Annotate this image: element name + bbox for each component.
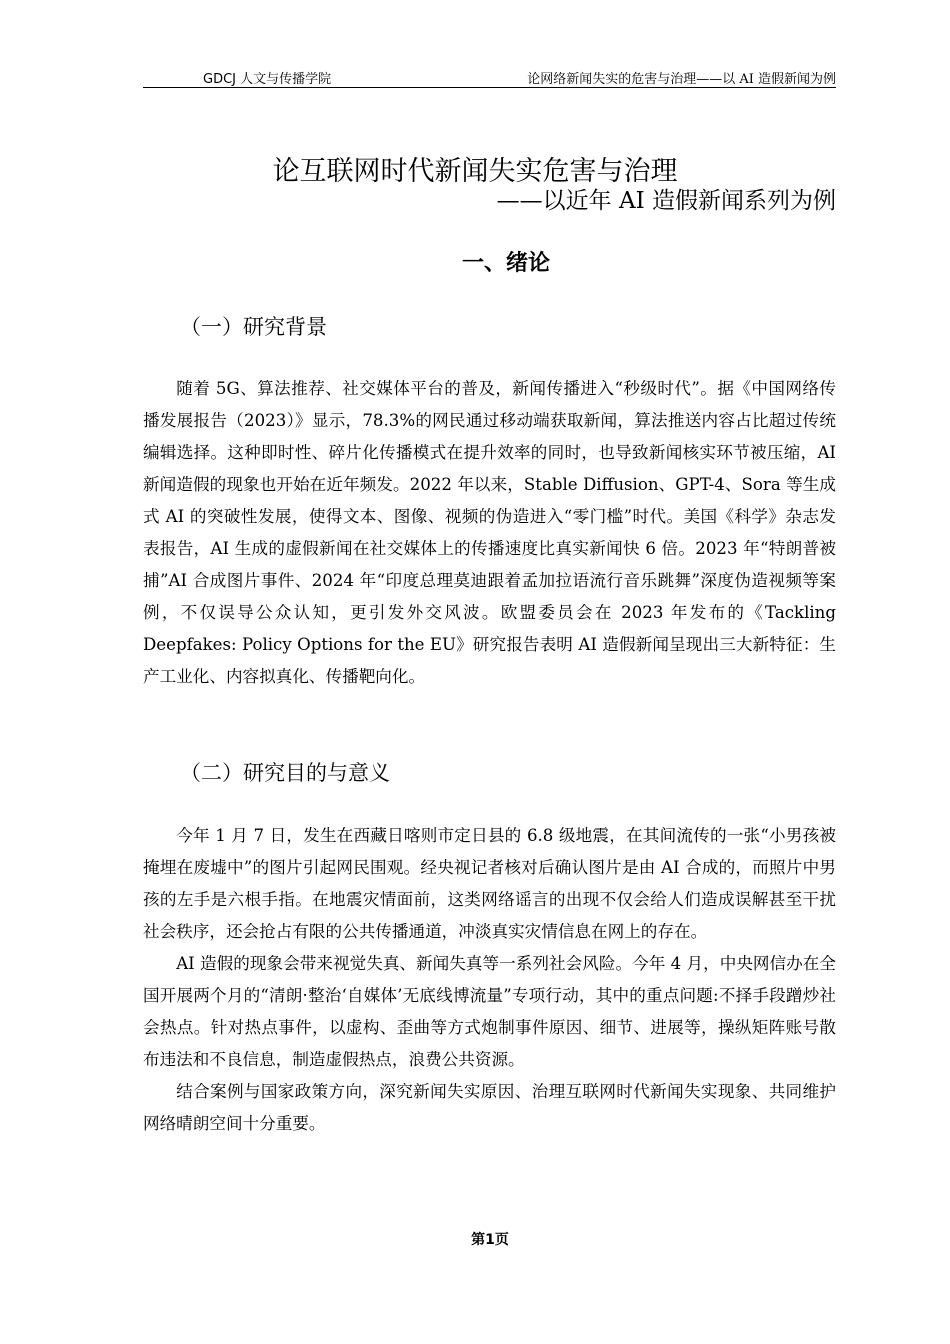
document-title: 论互联网时代新闻失实危害与治理 bbox=[272, 156, 678, 187]
section-heading-background: （一）研究背景 bbox=[180, 315, 327, 339]
paragraph: 今年 1 月 7 日，发生在西藏日喀则市定日县的 6.8 级地震，在其间流传的一张“小男孩被掩埋在废墟中”的图片引起网民围观。经央视记者核对后确认图片是由 AI 合成的，而照片中男孩的左手是六根手指。在地震灾情面前，这类网络谣言的出现不仅会给人们造成误解甚至干扰社会秩序，还会抢占有限的公共传播通道，冲淡真实灾情信息在网上的存在。 bbox=[143, 826, 836, 941]
section-body-purpose bbox=[143, 820, 836, 1140]
header-divider bbox=[143, 87, 836, 88]
header-right-text: 论网络新闻失实的危害与治理——以 AI 造假新闻为例 bbox=[527, 72, 836, 87]
document-subtitle: ——以近年 AI 造假新闻系列为例 bbox=[496, 188, 836, 214]
chapter-heading: 一、绪论 bbox=[461, 251, 550, 276]
section-heading-purpose: （二）研究目的与意义 bbox=[180, 761, 390, 785]
header-left-text: GDCJ 人文与传播学院 bbox=[203, 72, 332, 87]
page-number: 第1页 bbox=[471, 1232, 509, 1248]
paragraph: 结合案例与国家政策方向，深究新闻失实原因、治理互联网时代新闻失实现象、共同维护网络晴朗空间十分重要。 bbox=[143, 1082, 836, 1133]
section-body-background bbox=[143, 373, 836, 693]
paragraph: 随着 5G、算法推荐、社交媒体平台的普及，新闻传播进入“秒级时代”。据《中国网络传播发展报告（2023）》显示，78.3%的网民通过移动端获取新闻，算法推送内容占比超过传统编辑选择。这种即时性、碎片化传播模式在提升效率的同时，也导致新闻核实环节被压缩，AI 新闻造假的现象也开始在近年频发。2022 年以来，Stable Diffusion、GPT-4、Sora 等生成式 AI 的突破性发展，使得文本、图像、视频的伪造进入“零门槛”时代。美国《科学》杂志发表报告，AI 生成的虚假新闻在社交媒体上的传播速度比真实新闻快 6 倍。2023 年“特朗普被捕”AI 合成图片事件、2024 年“印度总理莫迪跟着孟加拉语流行音乐跳舞”深度伪造视频等案例，不仅误导公众认知，更引发外交风波。欧盟委员会在 2023 年发布的《Tackling Deepfakes: Policy Options for the EU》研究报告表明 AI 造假新闻呈现出三大新特征：生产工业化、内容拟真化、传播靶向化。 bbox=[143, 379, 836, 686]
paragraph: AI 造假的现象会带来视觉失真、新闻失真等一系列社会风险。今年 4 月，中央网信办在全国开展两个月的“清朗·整治‘自媒体’无底线博流量”专项行动，其中的重点问题:不择手段蹭炒社会热点。针对热点事件，以虚构、歪曲等方式炮制事件原因、细节、进展等，操纵矩阵账号散布违法和不良信息，制造虚假热点，浪费公共资源。 bbox=[143, 954, 836, 1069]
